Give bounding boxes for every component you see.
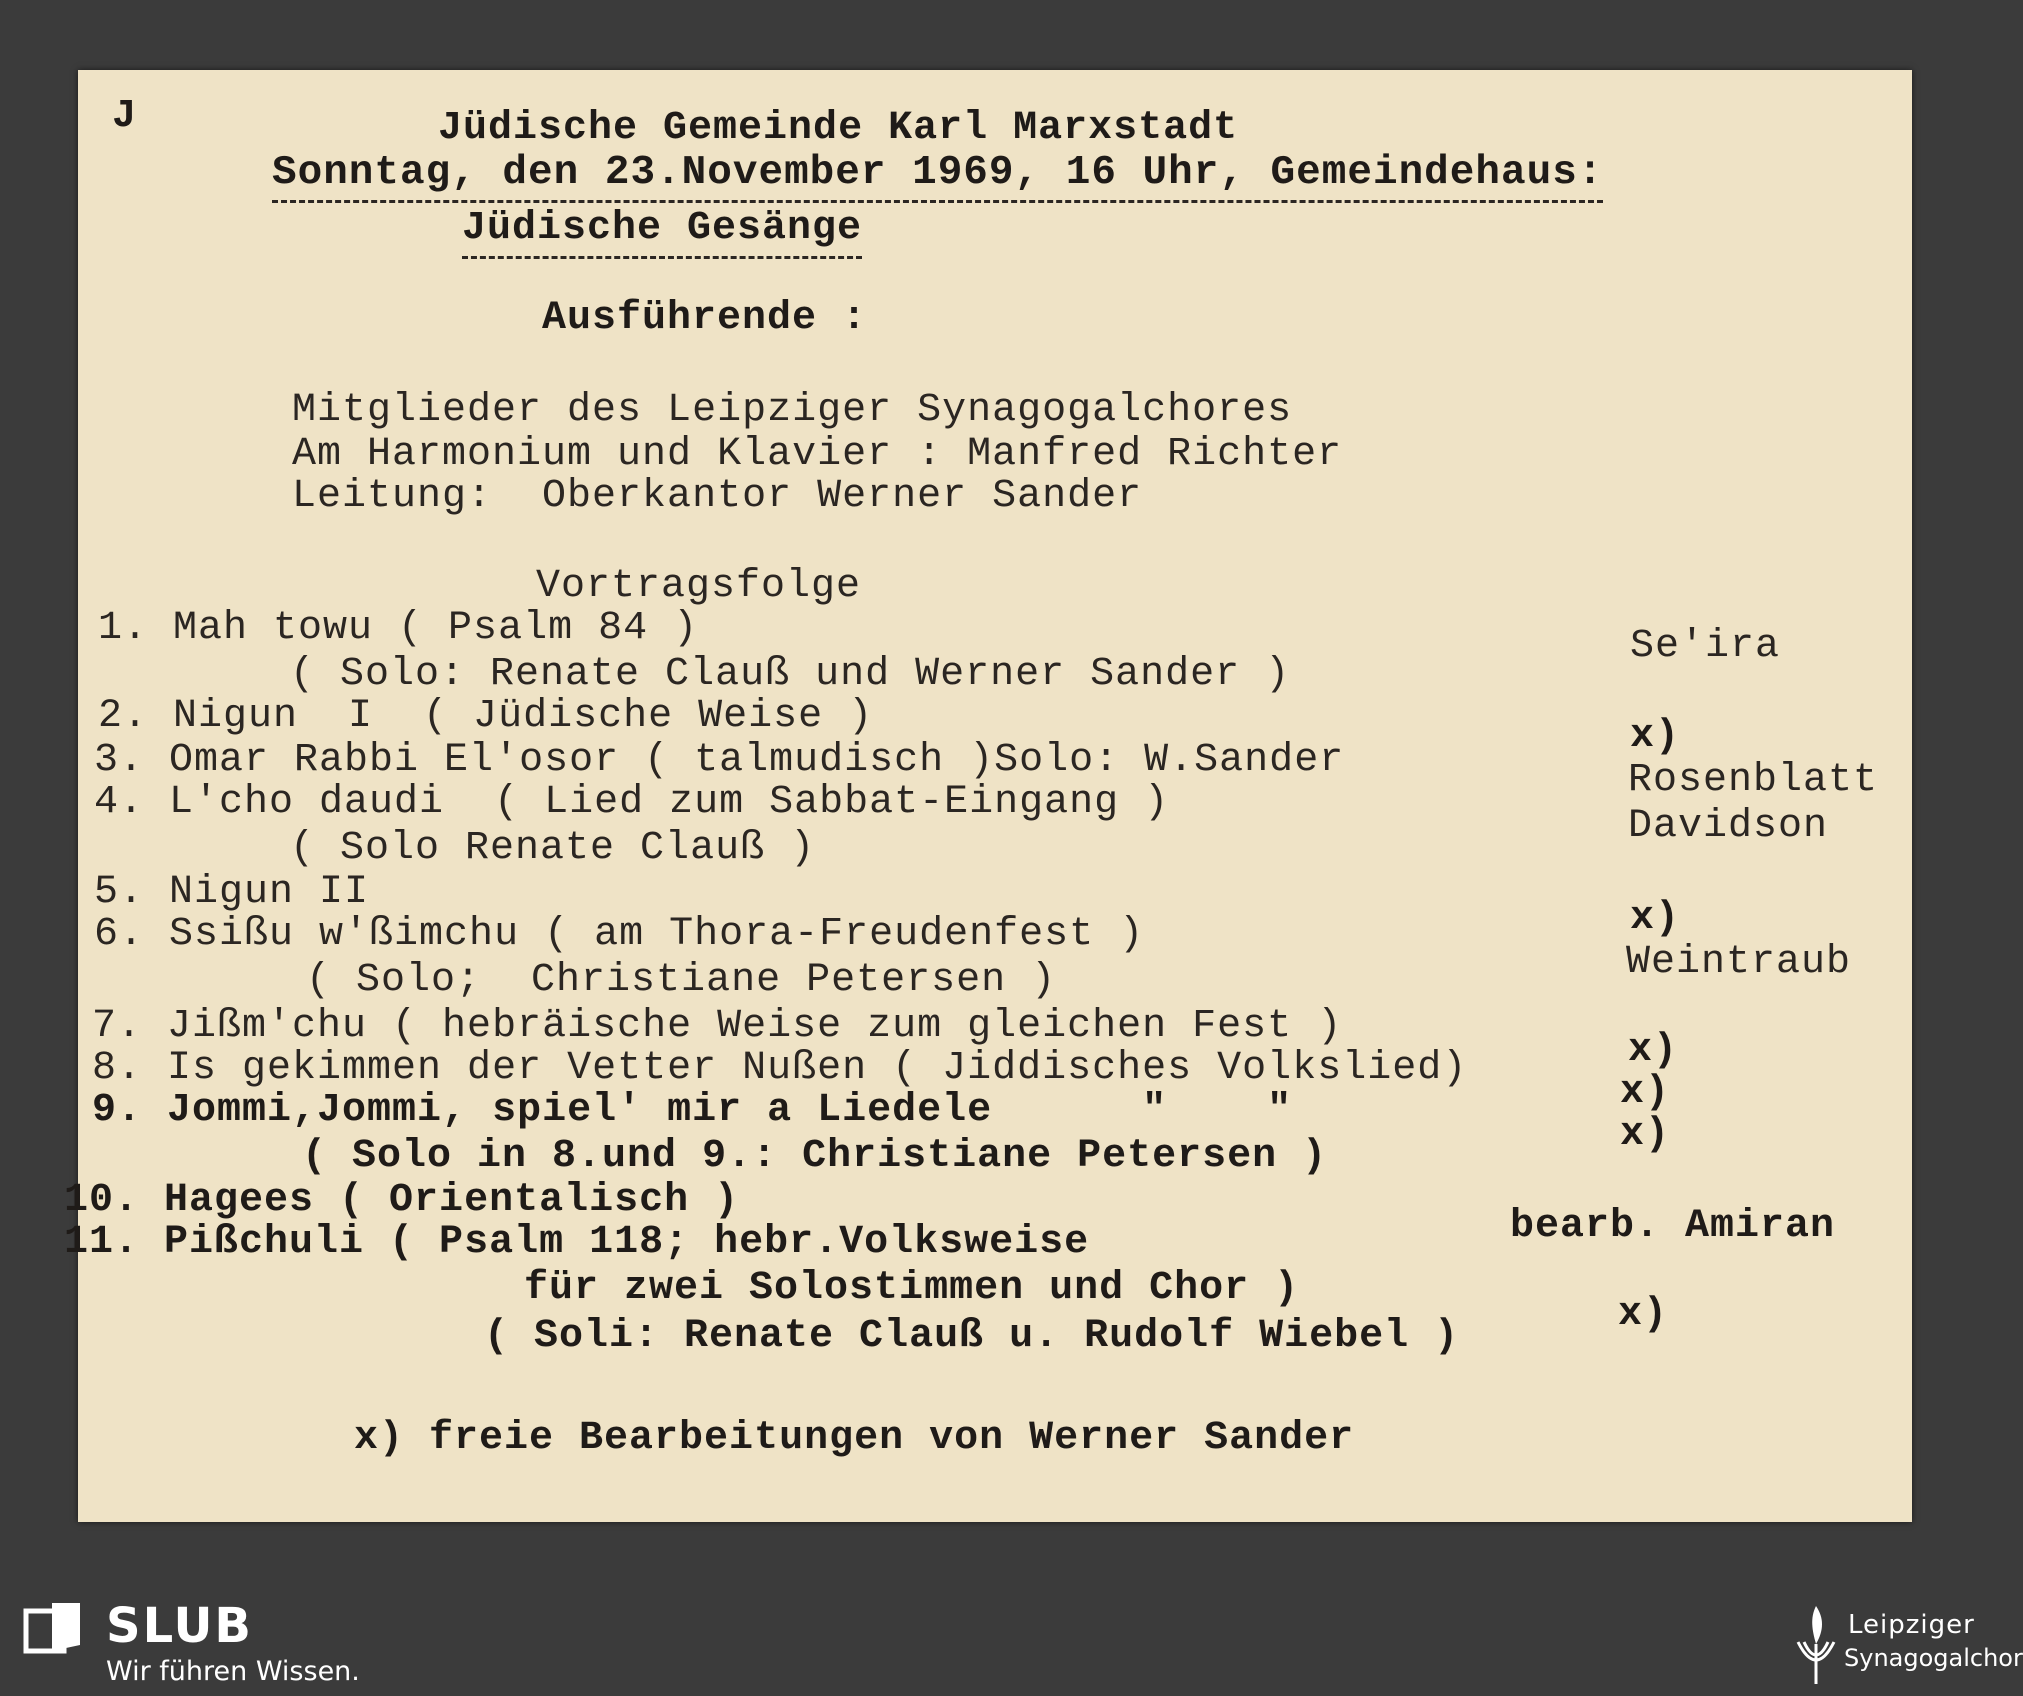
composer-label: x) <box>1630 714 1681 759</box>
program-line: ( Solo; Christiane Petersen ) <box>306 958 1057 1003</box>
program-line: 8. Is gekimmen der Vetter Nußen ( Jiddisches Volkslied) <box>92 1046 1468 1091</box>
composer-label: Se'ira <box>1630 624 1781 669</box>
program-line: ( Solo: Renate Clauß und Werner Sander ) <box>290 652 1291 697</box>
document-page <box>64 70 1912 1522</box>
program-heading: Vortragsfolge <box>536 564 862 609</box>
performer-line: Am Harmonium und Klavier : Manfred Richter <box>292 432 1343 477</box>
footnote: x) freie Bearbeitungen von Werner Sander <box>354 1416 1355 1461</box>
program-line: 1. Mah towu ( Psalm 84 ) <box>98 606 699 651</box>
menorah-logo-icon <box>1794 1600 1838 1688</box>
composer-label: x) <box>1628 1028 1679 1073</box>
composer-label: Rosenblatt <box>1628 758 1879 803</box>
performer-line: Leitung: Oberkantor Werner Sander <box>292 474 1143 519</box>
program-line: ( Solo in 8.und 9.: Christiane Petersen ) <box>302 1134 1328 1179</box>
program-line: ( Soli: Renate Clauß u. Rudolf Wiebel ) <box>484 1314 1460 1359</box>
composer-label: Davidson <box>1628 804 1829 849</box>
slub-brand: SLUB <box>106 1598 254 1654</box>
program-line: 6. Ssißu w'ßimchu ( am Thora-Freudenfest ) <box>94 912 1145 957</box>
choir-brand-line-1: Leipziger <box>1848 1610 1975 1640</box>
slub-logo-icon <box>24 1601 82 1653</box>
program-line: 10. Hagees ( Orientalisch ) <box>64 1178 740 1223</box>
composer-label: x) <box>1620 1070 1671 1115</box>
composer-label: x) <box>1618 1292 1669 1337</box>
program-line: für zwei Solostimmen und Chor ) <box>524 1266 1300 1311</box>
choir-brand-line-2: Synagogalchor <box>1844 1644 2023 1672</box>
program-line: 7. Jißm'chu ( hebräische Weise zum gleichen Fest ) <box>92 1004 1343 1049</box>
performers-heading: Ausführende : <box>542 296 868 341</box>
program-line: 9. Jommi,Jommi, spiel' mir a Liedele " " <box>92 1088 1293 1133</box>
composer-label: x) <box>1620 1112 1671 1157</box>
header-line-1: Jüdische Gemeinde Karl Marxstadt <box>438 106 1239 151</box>
corner-mark: J <box>112 94 138 139</box>
slub-tagline: Wir führen Wissen. <box>106 1656 360 1687</box>
program-line: 4. L'cho daudi ( Lied zum Sabbat-Eingang ) <box>94 780 1170 825</box>
composer-label: bearb. Amiran <box>1510 1204 1836 1249</box>
header-line-2: Sonntag, den 23.November 1969, 16 Uhr, Gemeindehaus: <box>272 150 1603 203</box>
program-line: ( Solo Renate Clauß ) <box>290 826 816 871</box>
program-line: 2. Nigun I ( Jüdische Weise ) <box>98 694 874 739</box>
performer-line: Mitglieder des Leipziger Synagogalchores <box>292 388 1293 433</box>
footer-bar <box>0 1596 2023 1696</box>
document-title: Jüdische Gesänge <box>462 206 862 259</box>
composer-label: x) <box>1630 896 1681 941</box>
program-line: 11. Pißchuli ( Psalm 118; hebr.Volksweise <box>64 1220 1090 1265</box>
composer-label: Weintraub <box>1626 940 1852 985</box>
program-line: 5. Nigun II <box>94 870 370 915</box>
program-line: 3. Omar Rabbi El'osor ( talmudisch )Solo: W.Sander <box>94 738 1345 783</box>
